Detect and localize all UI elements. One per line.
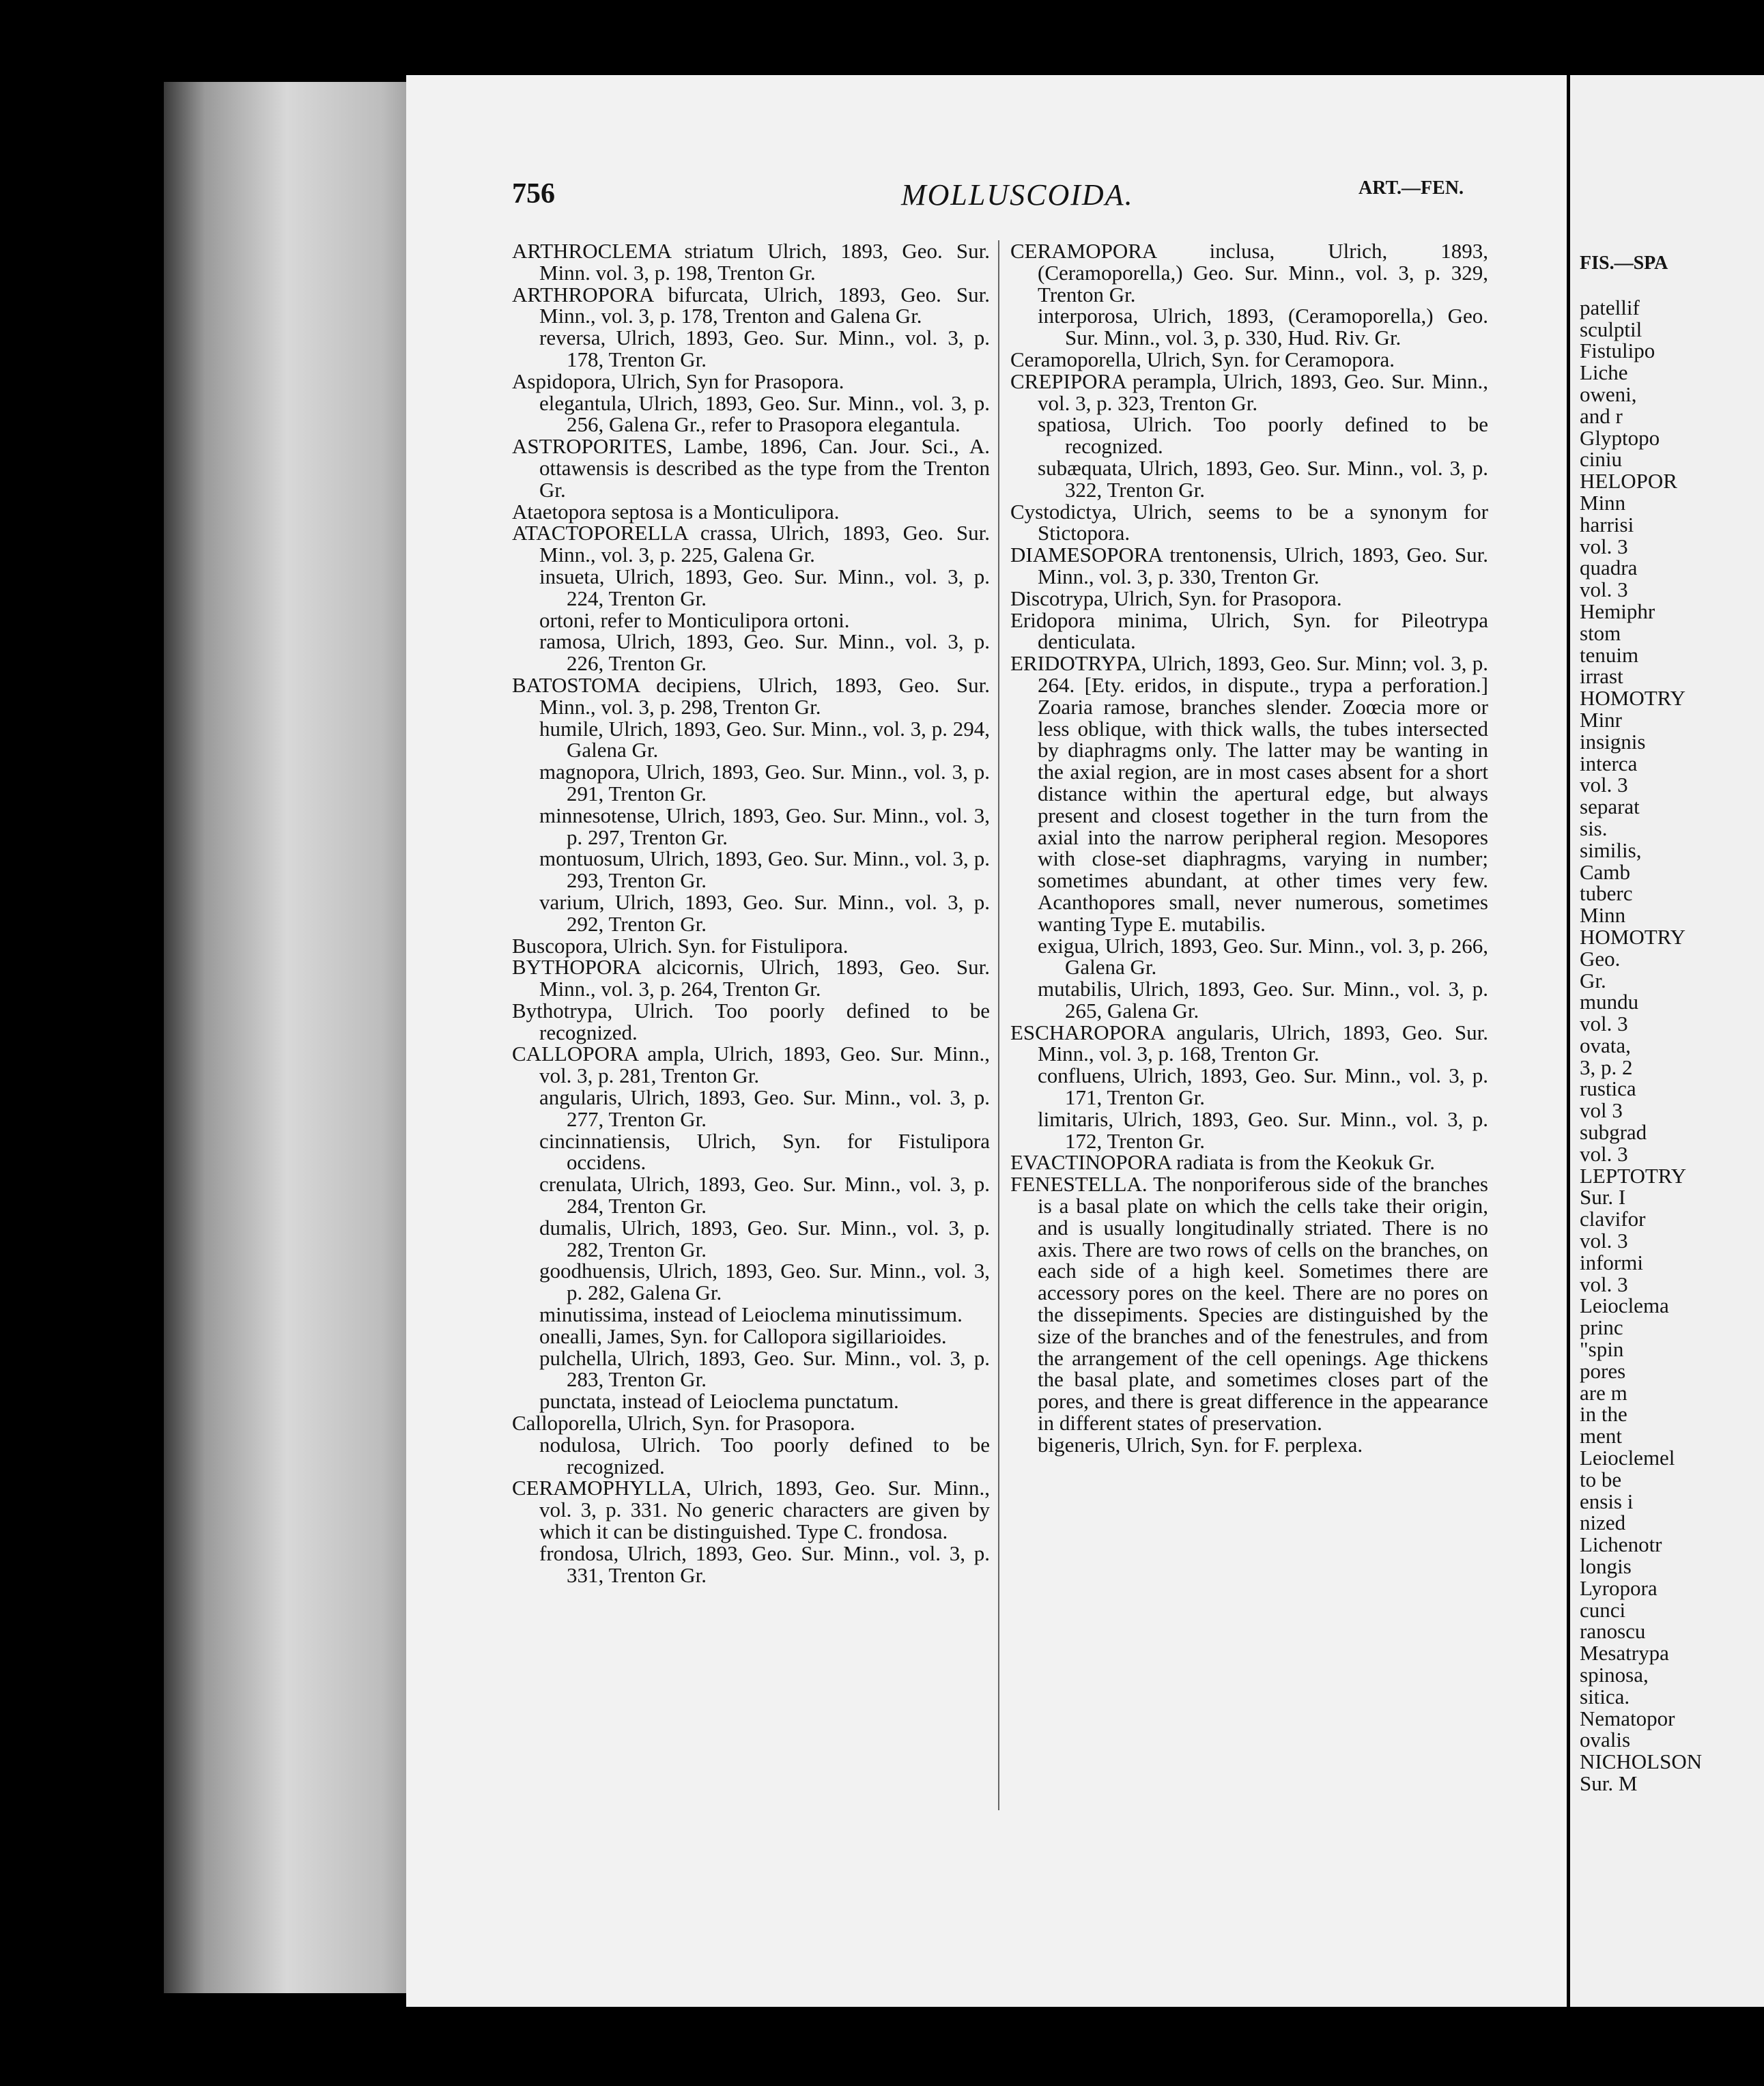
facing-page-line: Camb [1580, 859, 1631, 884]
index-entry: BYTHOPORA alcicornis, Ulrich, 1893, Geo. Sur. Minn., vol. 3, p. 264, Trenton Gr. [512, 955, 990, 1001]
index-entry: ESCHAROPORA angularis, Ulrich, 1893, Geo. Sur. Minn., vol. 3, p. 168, Trenton Gr. [1010, 1020, 1488, 1066]
index-subentry: subæquata, Ulrich, 1893, Geo. Sur. Minn., vol. 3, p. 322, Trenton Gr. [1038, 455, 1488, 502]
facing-page-line: vol. 3 [1580, 1229, 1628, 1253]
index-subentry: spatiosa, Ulrich. Too poorly defined to be recognized. [1038, 412, 1488, 459]
facing-page-line: nized [1580, 1511, 1626, 1535]
facing-page-line: 3, p. 2 [1580, 1055, 1633, 1079]
index-subentry: nodulosa, Ulrich. Too poorly defined to be recognized. [539, 1432, 990, 1478]
index-entry: FENESTELLA. The nonporiferous side of the branches is a basal plate on which the cells take their origin, and is usually longitudinally striated. There is no axis. There are two rows of cells on the branches, on each side of a high keel. Sometimes there are accessory pores on the keel. There are no pores on the dissepiments. Species are distinguished by the size of the branches and of the fenestrules, and from the arrangement of the cell openings. Age thickens the basal plate, and sometimes closes part of the pores, and there is great difference in the appearance in different states of preservation. [1010, 1172, 1488, 1435]
index-subentry: humile, Ulrich, 1893, Geo. Sur. Minn., vol. 3, p. 294, Galena Gr. [539, 716, 990, 762]
facing-page-line: ovalis [1580, 1728, 1631, 1752]
facing-page-line: irrast [1580, 664, 1623, 689]
facing-page-text [1580, 253, 1764, 1795]
facing-page-line: Hemiphr [1580, 599, 1655, 623]
facing-page-line: vol. 3 [1580, 577, 1628, 602]
facing-page-line: HOMOTRY [1580, 686, 1686, 711]
page-number: 756 [512, 178, 555, 210]
facing-page-line: LEPTOTRY [1580, 1163, 1687, 1188]
facing-page-line: ciniu [1580, 447, 1622, 472]
index-entry: CALLOPORA ampla, Ulrich, 1893, Geo. Sur. Minn., vol. 3, p. 281, Trenton Gr. [512, 1042, 990, 1088]
facing-page-line: ensis i [1580, 1489, 1634, 1513]
facing-page-line: Liche [1580, 360, 1628, 385]
index-entry: Calloporella, Ulrich, Syn. for Prasopora. [512, 1411, 855, 1435]
index-subentry: confluens, Ulrich, 1893, Geo. Sur. Minn., vol. 3, p. 171, Trenton Gr. [1038, 1063, 1488, 1110]
facing-page-line: quadra [1580, 556, 1638, 580]
index-entry: CREPIPORA perampla, Ulrich, 1893, Geo. Sur. Minn., vol. 3, p. 323, Trenton Gr. [1010, 369, 1488, 415]
facing-page-line: sis. [1580, 816, 1608, 840]
facing-page-line: Glyptopo [1580, 425, 1660, 450]
index-entry: ARTHROCLEMA striatum Ulrich, 1893, Geo. Sur. Minn. vol. 3, p. 198, Trenton Gr. [512, 239, 990, 285]
facing-page-line: interca [1580, 751, 1638, 775]
facing-page-header: FIS.—SPA [1580, 253, 1668, 274]
facing-page-line: pores [1580, 1358, 1626, 1383]
index-subentry: reversa, Ulrich, 1893, Geo. Sur. Minn., vol. 3, p. 178, Trenton Gr. [539, 326, 990, 371]
index-entry: BATOSTOMA decipiens, Ulrich, 1893, Geo. Sur. Minn., vol. 3, p. 298, Trenton Gr. [512, 672, 990, 719]
index-subentry: bigeneris, Ulrich, Syn. for F. perplexa. [1038, 1432, 1363, 1457]
running-title: MOLLUSCOIDA. [901, 178, 1134, 212]
index-subentry: varium, Ulrich, 1893, Geo. Sur. Minn., vol. 3, p. 292, Trenton Gr. [539, 889, 990, 936]
facing-page-line: Minn [1580, 903, 1626, 928]
index-subentry: insueta, Ulrich, 1893, Geo. Sur. Minn., vol. 3, p. 224, Trenton Gr. [539, 564, 990, 610]
facing-page-line: are m [1580, 1380, 1627, 1405]
facing-page-line: HELOPOR [1580, 469, 1677, 494]
index-subentry: angularis, Ulrich, 1893, Geo. Sur. Minn., vol. 3, p. 277, Trenton Gr. [539, 1085, 990, 1131]
index-subentry: goodhuensis, Ulrich, 1893, Geo. Sur. Minn., vol. 3, p. 282, Galena Gr. [539, 1259, 990, 1305]
facing-page-line: Lichenotr [1580, 1532, 1662, 1557]
facing-page-line: oweni, [1580, 382, 1637, 406]
index-entry: ERIDOTRYPA, Ulrich, 1893, Geo. Sur. Minn; vol. 3, p. 264. [Ety. eridos, in dispute., trypa a perforation.] Zoaria ramose, branches slender. Zoœcia more or less oblique, with thick walls, the tubes intersected by diaphragms only. The latter may be wanting in the axial region, are in most cases absent for a short distance within the apertural edge, but always present and closest together in the turn from the axial into the narrow peripheral region. Mesopores with close-set diaphragms, varying in number; sometimes abundant, at other times very few. Acanthopores small, never numerous, sometimes wanting Type E. mutabilis. [1010, 651, 1488, 936]
facing-page-line: patellif [1580, 295, 1640, 319]
facing-page-line: vol. 3 [1580, 1272, 1628, 1296]
facing-page-line: sculptil [1580, 317, 1642, 341]
facing-page-line: rustica [1580, 1076, 1636, 1101]
facing-page-line: vol. 3 [1580, 773, 1628, 797]
facing-page-line: vol. 3 [1580, 534, 1628, 558]
facing-page-line: insignis [1580, 729, 1646, 754]
index-subentry: minutissima, instead of Leioclema minutissimum. [539, 1302, 963, 1327]
index-subentry: pulchella, Ulrich, 1893, Geo. Sur. Minn., vol. 3, p. 283, Trenton Gr. [539, 1345, 990, 1392]
right-column [1010, 240, 1488, 1456]
index-subentry: montuosum, Ulrich, 1893, Geo. Sur. Minn., vol. 3, p. 293, Trenton Gr. [539, 846, 990, 893]
index-entry: Buscopora, Ulrich. Syn. for Fistulipora. [512, 933, 849, 958]
facing-page-line: tuberc [1580, 881, 1633, 906]
index-subentry: minnesotense, Ulrich, 1893, Geo. Sur. Minn., vol. 3, p. 297, Trenton Gr. [539, 803, 990, 849]
facing-page-line: NICHOLSON [1580, 1749, 1703, 1774]
facing-page-line: Mesatrypa [1580, 1641, 1669, 1666]
index-entry: Ceramoporella, Ulrich, Syn. for Ceramopora. [1010, 347, 1395, 371]
index-subentry: exigua, Ulrich, 1893, Geo. Sur. Minn., vol. 3, p. 266, Galena Gr. [1038, 933, 1488, 980]
facing-page-line: similis, [1580, 838, 1642, 862]
facing-page-line: spinosa, [1580, 1663, 1649, 1687]
index-subentry: cincinnatiensis, Ulrich, Syn. for Fistulipora occidens. [539, 1128, 990, 1175]
facing-page-line: vol. 3 [1580, 1141, 1628, 1166]
index-entry: Cystodictya, Ulrich, seems to be a synonym for Stictopora. [1010, 499, 1488, 545]
facing-page-line: in the [1580, 1402, 1627, 1427]
index-subentry: magnopora, Ulrich, 1893, Geo. Sur. Minn., vol. 3, p. 291, Trenton Gr. [539, 760, 990, 805]
index-entry: ARTHROPORA bifurcata, Ulrich, 1893, Geo. Sur. Minn., vol. 3, p. 178, Trenton and Galena Gr. [512, 282, 990, 328]
facing-page-line: Leioclema [1580, 1294, 1669, 1318]
facing-page [1570, 75, 1764, 2007]
facing-page-line: ranoscu [1580, 1619, 1646, 1644]
facing-page-line: stom [1580, 620, 1621, 645]
index-subentry: ramosa, Ulrich, 1893, Geo. Sur. Minn., vol. 3, p. 226, Trenton Gr. [539, 629, 990, 676]
facing-page-line: tenuim [1580, 642, 1639, 667]
index-subentry: punctata, instead of Leioclema punctatum. [539, 1389, 899, 1414]
facing-page-line: and r [1580, 403, 1623, 428]
facing-page-line: cunci [1580, 1597, 1626, 1622]
facing-page-line: Sur. I [1580, 1185, 1626, 1210]
index-entry: DIAMESOPORA trentonensis, Ulrich, 1893, Geo. Sur. Minn., vol. 3, p. 330, Trenton Gr. [1010, 543, 1488, 588]
facing-page-line: HOMOTRY [1580, 924, 1686, 949]
facing-page-line: vol. 3 [1580, 1012, 1628, 1036]
facing-page-line: Leioclemel [1580, 1446, 1675, 1470]
index-subentry: mutabilis, Ulrich, 1893, Geo. Sur. Minn., vol. 3, p. 265, Galena Gr. [1038, 977, 1488, 1023]
facing-page-line: Minn [1580, 490, 1626, 515]
index-entry: CERAMOPHYLLA, Ulrich, 1893, Geo. Sur. Minn., vol. 3, p. 331. No generic characters are given by which it can be distinguished. Type C. frondosa. [512, 1476, 990, 1544]
index-subentry: interporosa, Ulrich, 1893, (Ceramoporella,) Geo. Sur. Minn., vol. 3, p. 330, Hud. Riv. Gr. [1038, 304, 1488, 350]
facing-page-line: Fistulipo [1580, 339, 1655, 363]
index-subentry: dumalis, Ulrich, 1893, Geo. Sur. Minn., vol. 3, p. 282, Trenton Gr. [539, 1215, 990, 1261]
facing-page-line: clavifor [1580, 1207, 1646, 1231]
left-column [512, 240, 990, 1586]
index-subentry: limitaris, Ulrich, 1893, Geo. Sur. Minn., vol. 3, p. 172, Trenton Gr. [1038, 1106, 1488, 1153]
index-subentry: onealli, James, Syn. for Callopora sigillarioides. [539, 1324, 947, 1348]
facing-page-lines [1580, 297, 1764, 1795]
facing-page-line: Sur. M [1580, 1771, 1638, 1795]
entry-range: ART.—FEN. [1358, 177, 1464, 199]
facing-page-line: subgrad [1580, 1120, 1647, 1145]
facing-page-line: Gr. [1580, 968, 1606, 992]
book-spine [164, 82, 437, 1993]
index-entry: Eridopora minima, Ulrich, Syn. for Pileotrypa denticulata. [1010, 608, 1488, 654]
index-entry: CERAMOPORA inclusa, Ulrich, 1893, (Ceramoporella,) Geo. Sur. Minn., vol. 3, p. 329, Trenton Gr. [1010, 239, 1488, 306]
facing-page-line: informi [1580, 1250, 1643, 1274]
index-entry: Aspidopora, Ulrich, Syn for Prasopora. [512, 369, 844, 393]
facing-page-line: harrisi [1580, 512, 1634, 537]
facing-page-line: ment [1580, 1424, 1622, 1448]
facing-page-line: to be [1580, 1467, 1622, 1491]
index-subentry: elegantula, Ulrich, 1893, Geo. Sur. Minn., vol. 3, p. 256, Galena Gr., refer to Prasopora elegantula. [539, 390, 990, 437]
facing-page-line: Geo. [1580, 946, 1621, 971]
index-entry: Bythotrypa, Ulrich. Too poorly defined to be recognized. [512, 998, 990, 1044]
facing-page-line: vol 3 [1580, 1098, 1623, 1123]
index-subentry: crenulata, Ulrich, 1893, Geo. Sur. Minn., vol. 3, p. 284, Trenton Gr. [539, 1172, 990, 1218]
column-divider [998, 240, 999, 1810]
index-entry: Ataetopora septosa is a Monticulipora. [512, 499, 840, 524]
index-entry: ASTROPORITES, Lambe, 1896, Can. Jour. Sci., A. ottawensis is described as the type from the Trenton Gr. [512, 434, 990, 502]
facing-page-line: Minr [1580, 707, 1622, 732]
facing-page-line: Lyropora [1580, 1575, 1658, 1600]
index-subentry: frondosa, Ulrich, 1893, Geo. Sur. Minn., vol. 3, p. 331, Trenton Gr. [539, 1541, 990, 1587]
index-entry: ATACTOPORELLA crassa, Ulrich, 1893, Geo. Sur. Minn., vol. 3, p. 225, Galena Gr. [512, 521, 990, 567]
facing-page-line: ovata, [1580, 1033, 1631, 1057]
index-entry: Discotrypa, Ulrich, Syn. for Prasopora. [1010, 586, 1342, 610]
facing-page-line: princ [1580, 1315, 1623, 1340]
facing-page-line: mundu [1580, 990, 1639, 1014]
index-entry: EVACTINOPORA radiata is from the Keokuk Gr. [1010, 1150, 1435, 1175]
facing-page-line: sitica. [1580, 1684, 1630, 1709]
index-subentry: ortoni, refer to Monticulipora ortoni. [539, 608, 850, 632]
facing-page-line: Nematopor [1580, 1706, 1675, 1730]
facing-page-line: separat [1580, 795, 1640, 819]
facing-page-line: "spin [1580, 1337, 1624, 1362]
facing-page-line: longis [1580, 1554, 1632, 1579]
